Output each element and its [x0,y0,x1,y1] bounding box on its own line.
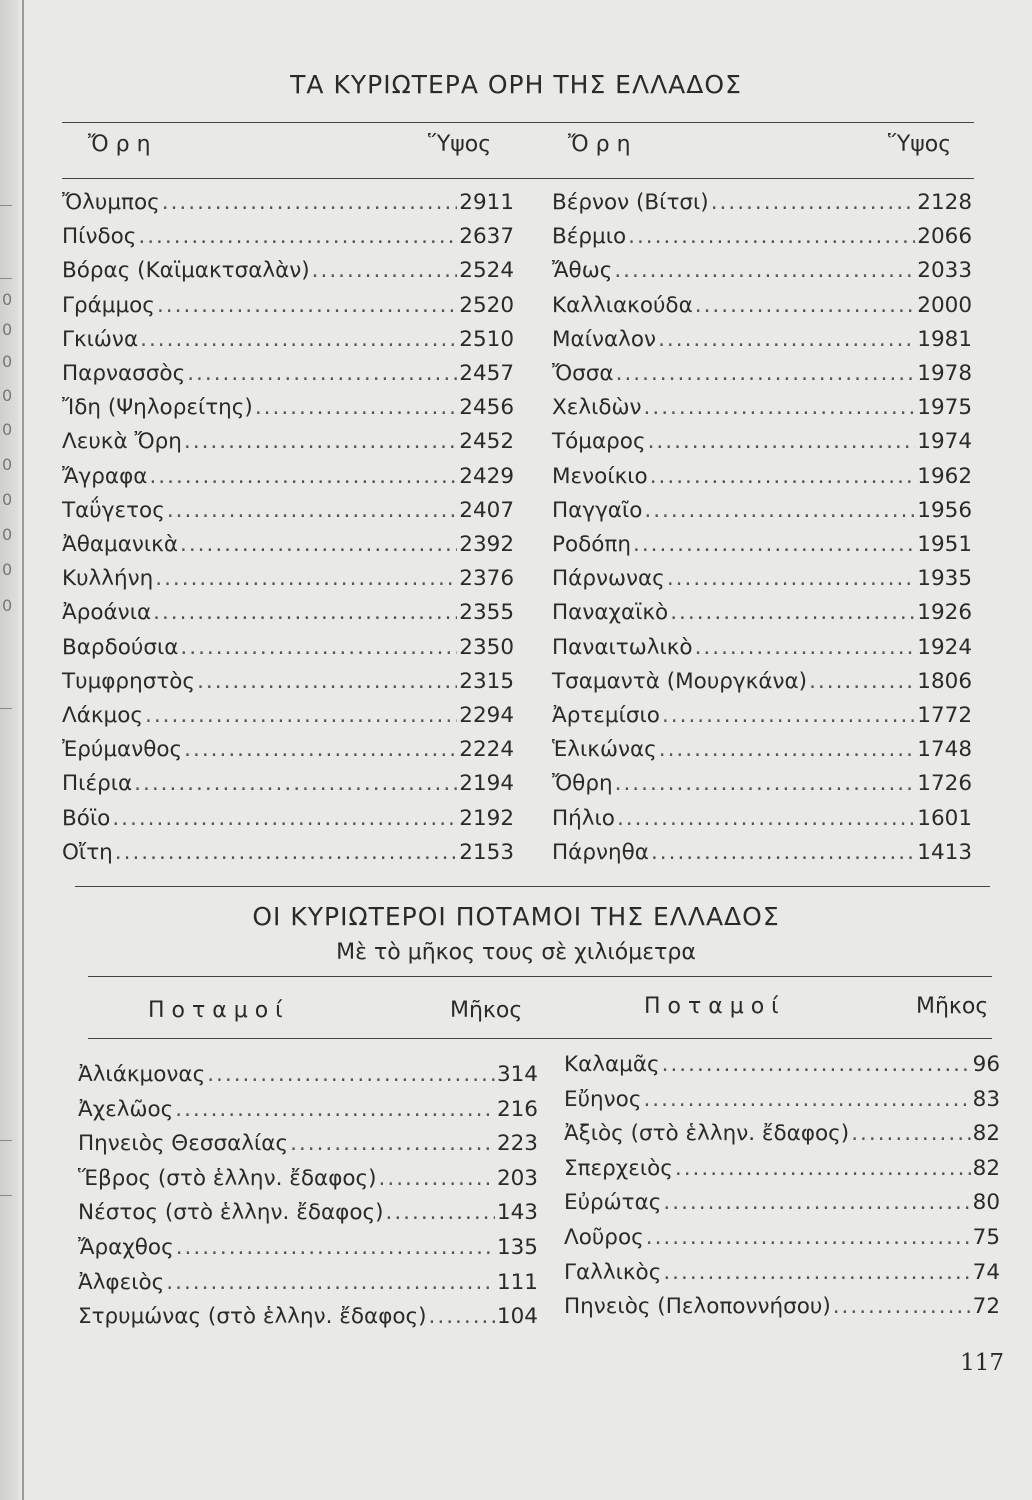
dot-leader [615,771,916,796]
mountain-name: Ἀρτεμίσιο [552,703,660,728]
river-length: 223 [496,1131,538,1157]
mountain-row [552,327,972,359]
mountain-row [62,429,514,461]
river-length: 82 [972,1121,1000,1147]
mountain-height: 1806 [917,668,972,694]
mountain-name: Βαρδούσια [62,634,179,660]
dot-leader [184,429,457,454]
dot-leader [695,635,916,660]
mountain-height: 2033 [917,258,972,284]
river-row [564,1294,1000,1326]
river-length: 203 [496,1165,538,1191]
mountain-name: Πήλιο [552,805,615,831]
dot-leader [670,600,915,625]
mountains-header-height-right: Ὕψος [888,132,952,157]
mountain-row [62,635,514,667]
mountain-name: Γκιώνα [62,326,139,352]
mountain-name: Τόμαρος [552,429,646,455]
mountain-row [552,703,972,735]
mountain-name: Ἐρύμανθος [62,737,183,763]
river-name: Εὔηνος [564,1086,642,1112]
mountain-row [552,224,972,256]
river-row [78,1131,538,1163]
mountain-name: Ἄθως [552,258,613,284]
dot-leader [134,771,457,796]
mountain-height: 1951 [917,532,972,557]
mountain-name: Παγγαῖο [552,497,643,523]
mountain-row [62,293,514,325]
mountain-height: 2452 [459,429,514,455]
mountain-height: 1975 [917,395,972,421]
dot-leader [617,806,915,831]
mountain-row [62,703,514,735]
dot-leader [155,566,457,591]
dot-leader [187,361,457,386]
mountain-name: Μενοίκιο [552,463,648,489]
dot-leader [180,635,457,660]
dot-leader [207,1062,495,1087]
dot-leader [140,327,457,352]
mountain-name: Τσαμαντὰ (Μουργκάνα) [552,668,808,694]
river-length: 314 [496,1062,538,1087]
mountain-name: Βόϊο [62,805,111,831]
mountain-height: 2066 [917,224,972,250]
mountain-row [552,293,972,325]
dot-leader [157,293,457,318]
mountain-row [552,771,972,803]
mountain-height: 1974 [917,429,972,455]
edge-fragment-mark: 0 [2,525,13,544]
mountain-name: Παναιτωλικὸ [552,634,693,660]
mountain-row [552,840,972,872]
mountains-header-name-left: Ὄ ρ η [88,132,151,157]
edge-fragment-mark: 0 [2,420,13,439]
dot-leader [255,395,457,420]
dot-leader [197,669,457,694]
rivers-header-name-right: Π ο τ α μ ο ί [644,994,779,1019]
mountain-height: 1772 [917,703,972,728]
mountain-row [62,600,514,632]
river-name: Νέστος (στὸ ἑλλην. ἔδαφος) [78,1200,384,1226]
rivers-header-length-left: Μῆκος [450,998,523,1023]
mountain-row [62,464,514,496]
mountain-name: Ἴδη (Ψηλορείτης) [62,395,253,421]
mountains-top-rule [62,122,974,123]
river-length: 83 [972,1086,1000,1112]
mountain-height: 2407 [459,497,514,523]
dot-leader [851,1121,970,1146]
mountain-name: Ταΰγετος [62,497,165,523]
river-name: Ἀξιὸς (στὸ ἑλλην. ἔδαφος) [564,1121,850,1147]
river-length: 111 [496,1269,538,1295]
mountain-height: 2350 [459,634,514,660]
mountains-title: ΤΑ ΚΥΡΙΩΤΕΡΑ ΟΡΗ ΤΗΣ ΕΛΛΑΔΟΣ [290,70,742,99]
mountain-row [62,327,514,359]
mountain-row [552,635,972,667]
dot-leader [149,464,457,489]
mountain-name: Πιέρια [62,771,133,797]
mountain-height: 2224 [459,737,514,763]
mountain-row [62,669,514,701]
river-length: 143 [496,1200,538,1226]
mountain-name: Τυμφρηστὸς [62,668,196,694]
mountain-height: 2294 [459,703,514,728]
mountain-height: 2315 [459,668,514,694]
mountain-name: Ροδόπη [552,532,631,557]
river-name: Λοῦρος [564,1225,644,1250]
mountain-height: 2911 [459,190,514,215]
mountains-bottom-rule [75,886,990,887]
mountain-row [552,395,972,427]
mountains-header-name-right: Ὄ ρ η [568,132,631,157]
mountain-row [552,361,972,393]
river-length: 75 [972,1225,1000,1250]
dot-leader [379,1166,495,1191]
dot-leader [616,361,916,386]
mountain-row [62,806,514,838]
edge-fragment-mark: 0 [2,560,13,579]
mountain-name: Ἀροάνια [62,600,152,626]
mountain-row [62,840,514,872]
dot-leader [162,190,458,215]
river-row [78,1235,538,1267]
river-row [78,1270,538,1302]
dot-leader [663,1260,970,1285]
dot-leader [650,464,916,489]
river-row [564,1121,1000,1153]
mountain-height: 2194 [459,771,514,797]
mountain-height: 1981 [917,326,972,352]
river-name: Πηνειὸς Θεσσαλίας [78,1131,289,1157]
mountain-height: 2510 [459,326,514,352]
dot-leader [290,1131,495,1156]
river-name: Ἀλιάκμονας [78,1062,206,1087]
mountain-row [552,532,972,564]
mountain-height: 1978 [917,361,972,386]
mountain-name: Χελιδὼν [552,395,642,421]
mountain-name: Κυλλήνη [62,566,154,592]
river-length: 104 [496,1304,538,1330]
mountain-row [552,600,972,632]
mountain-name: Λάκμος [62,703,144,728]
mountain-height: 2429 [459,463,514,489]
rivers-header-rule [88,1038,992,1039]
mountain-height: 2153 [459,839,514,865]
river-row [564,1190,1000,1222]
mountain-name: Οἴτη [62,839,113,865]
river-row [78,1097,538,1129]
mountain-row [62,258,514,290]
river-name: Εὐρώτας [564,1190,662,1216]
page-binding-edge [0,0,24,1500]
mountain-name: Βέρνον (Βίτσι) [552,190,709,215]
river-length: 74 [972,1259,1000,1285]
dot-leader [312,258,458,283]
dot-leader [180,532,457,557]
mountain-height: 1926 [917,600,972,626]
river-name: Ἀλφειὸς [78,1269,165,1295]
river-length: 82 [972,1155,1000,1181]
mountain-row [62,190,514,222]
edge-fragment-mark: 0 [2,320,13,339]
dot-leader [675,1156,971,1181]
dot-leader [112,806,457,831]
edge-tick-mark [0,1140,12,1141]
dot-leader [658,327,915,352]
mountain-row [552,566,972,598]
edge-fragment-mark: 0 [2,455,13,474]
dot-leader [633,532,915,557]
dot-leader [115,840,458,865]
mountain-name: Πίνδος [62,224,137,250]
mountain-name: Παναχαϊκὸ [552,600,669,626]
dot-leader [429,1304,495,1329]
mountain-row [62,532,514,564]
mountain-name: Καλλιακούδα [552,292,693,318]
dot-leader [667,566,915,591]
mountain-height: 2637 [459,224,514,250]
rivers-title: ΟΙ ΚΥΡΙΩΤΕΡΟΙ ΠΟΤΑΜΟΙ ΤΗΣ ΕΛΛΑΔΟΣ [252,902,780,931]
mountain-row [62,737,514,769]
dot-leader [175,1097,495,1122]
dot-leader [833,1294,971,1319]
dot-leader [138,224,457,249]
river-row [78,1062,538,1094]
mountain-name: Ἀθαμανικὰ [62,532,179,557]
mountain-row [552,737,972,769]
mountains-header-height-left: Ὕψος [428,132,492,157]
mountain-name: Βέρμιο [552,224,627,250]
mountain-name: Γράμμος [62,292,155,318]
river-name: Πηνειὸς (Πελοποννήσου) [564,1294,831,1320]
dot-leader [648,429,916,454]
mountain-row [552,258,972,290]
mountain-height: 2192 [459,805,514,831]
mountain-height: 2392 [459,532,514,557]
mountain-height: 2520 [459,292,514,318]
river-length: 96 [972,1052,1000,1077]
river-name: Στρυμώνας (στὸ ἑλλην. ἔδαφος) [78,1304,427,1330]
edge-tick-mark [0,1195,12,1196]
mountain-height: 2000 [917,292,972,318]
mountain-name: Λευκὰ Ὄρη [62,429,182,455]
edge-fragment-mark: 0 [2,596,13,615]
mountains-header-rule [62,178,974,179]
mountain-row [552,429,972,461]
river-name: Καλαμᾶς [564,1052,660,1077]
mountain-height: 2456 [459,395,514,421]
mountain-height: 1748 [917,737,972,763]
dot-leader [176,1235,495,1260]
edge-tick-mark [0,205,12,206]
river-length: 216 [496,1096,538,1122]
dot-leader [166,1270,495,1295]
river-length: 135 [496,1235,538,1260]
mountain-row [552,464,972,496]
mountain-height: 2128 [917,190,972,215]
mountain-name: Παρνασσὸς [62,361,186,386]
dot-leader [167,498,457,523]
dot-leader [145,703,457,728]
river-length: 72 [972,1294,1000,1320]
rivers-header-length-right: Μῆκος [916,994,989,1019]
rivers-subtitle: Μὲ τὸ μῆκος τους σὲ χιλιόμετρα [336,940,696,965]
mountain-name: Πάρνηθα [552,839,649,865]
mountain-row [62,498,514,530]
dot-leader [153,600,457,625]
river-length: 80 [972,1190,1000,1216]
mountain-height: 1956 [917,497,972,523]
dot-leader [646,1225,971,1250]
mountain-name: Ἑλικώνας [552,737,657,763]
river-name: Ἀχελῶος [78,1096,174,1122]
mountain-height: 1413 [917,839,972,865]
dot-leader [651,840,915,865]
river-name: Ἄραχθος [78,1235,174,1260]
mountain-row [62,361,514,393]
river-row [78,1200,538,1232]
mountain-row [552,669,972,701]
river-row [564,1260,1000,1292]
dot-leader [662,1052,971,1077]
river-name: Γαλλικὸς [564,1259,662,1285]
mountain-height: 2524 [459,258,514,284]
dot-leader [663,1190,970,1215]
mountain-height: 1935 [917,566,972,592]
mountain-height: 1924 [917,634,972,660]
river-row [564,1087,1000,1119]
mountain-height: 1601 [917,805,972,831]
dot-leader [659,737,916,762]
mountain-row [552,190,972,222]
mountain-height: 2457 [459,361,514,386]
dot-leader [644,395,916,420]
mountain-row [62,566,514,598]
dot-leader [711,190,916,215]
rivers-top-rule [88,976,992,977]
mountain-name: Ἄγραφα [62,463,148,489]
mountain-height: 1726 [917,771,972,797]
dot-leader [386,1200,495,1225]
mountain-name: Μαίναλον [552,326,657,352]
mountain-height: 1962 [917,463,972,489]
mountain-row [62,395,514,427]
mountain-row [552,806,972,838]
mountain-row [552,498,972,530]
edge-fragment-mark: 0 [2,290,13,309]
river-name: Σπερχειὸς [564,1155,673,1181]
dot-leader [614,258,915,283]
dot-leader [643,1087,970,1112]
mountain-name: Ὄσσα [552,361,614,386]
mountain-height: 2355 [459,600,514,626]
river-row [78,1166,538,1198]
edge-fragment-mark: 0 [2,490,13,509]
mountain-height: 2376 [459,566,514,592]
edge-tick-mark [0,708,12,709]
river-row [564,1052,1000,1084]
river-row [564,1156,1000,1188]
edge-fragment-mark: 0 [2,352,13,371]
dot-leader [644,498,915,523]
river-row [78,1304,538,1336]
mountain-row [62,224,514,256]
mountain-name: Ὄθρη [552,771,613,797]
mountain-name: Ὄλυμπος [62,190,160,215]
dot-leader [184,737,457,762]
river-name: Ἕβρος (στὸ ἑλλην. ἔδαφος) [78,1165,377,1191]
edge-tick-mark [0,278,12,279]
river-row [564,1225,1000,1257]
dot-leader [695,293,916,318]
edge-fragment-mark: 0 [2,386,13,405]
dot-leader [809,669,915,694]
dot-leader [662,703,915,728]
page-number: 117 [960,1350,1004,1376]
rivers-header-name-left: Π ο τ α μ ο ί [148,998,283,1023]
mountain-name: Βόρας (Καϊμακτσαλὰν) [62,258,310,284]
mountain-row [62,771,514,803]
dot-leader [628,224,915,249]
mountain-name: Πάρνωνας [552,566,665,592]
